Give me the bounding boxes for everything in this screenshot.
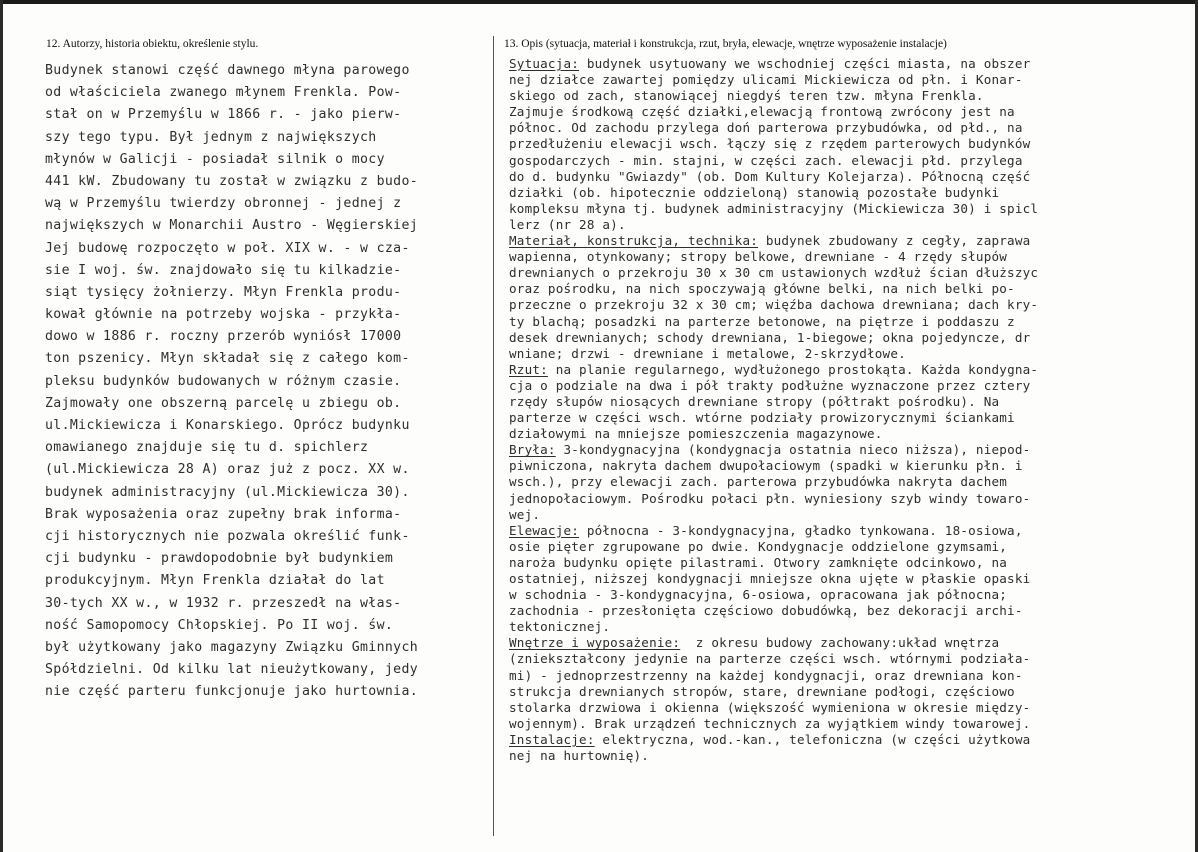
history-text-line: siąt tysięcy żołnierzy. Młyn Frenkla produ-	[45, 284, 402, 300]
heading-history: 12. Autorzy, historia obiektu, określenie stylu.	[46, 38, 259, 50]
column-divider	[493, 36, 494, 836]
section-label: Wnętrze i wyposażenie:	[509, 635, 681, 651]
heading-description: 13. Opis (sytuacja, materiał i konstrukcja, rzut, bryła, elewacje, wnętrze wyposażenie instalacje)	[504, 38, 947, 50]
description-text-line	[509, 651, 1197, 667]
description-text-line	[509, 201, 1197, 217]
section-text: mi) - jednoprzestrzenny na każdej kondygnacji, oraz drewniana kon-	[509, 667, 1023, 683]
history-text-line: ul.Mickiewicza i Konarskiego. Oprócz budynku	[45, 418, 410, 433]
section-text: działki (ob. hipotecznie oddzieloną) stanowią pozostałe budynki	[509, 184, 1000, 200]
section-text: na planie regularnego, wydłużonego prostokąta. Każda kondygna-	[547, 361, 1039, 377]
section-text: budynek zbudowany z cegły, zaprawa	[758, 233, 1031, 249]
section-text: parterze w części wsch. wtórne podziały prowizorycznymi ściankami	[509, 410, 1015, 426]
history-text-line: pleksu budynków budowanych w różnym czasie.	[45, 373, 402, 389]
section-text: ty blachą; posadzki na parterze betonowe, na piętrze i poddaszu z	[509, 313, 1015, 329]
description-text-line	[509, 88, 1197, 104]
description-text-line	[509, 410, 1197, 426]
section-text: przeczne o przekroju 32 x 30 cm; więźba dachowa drewniana; dach kry-	[509, 297, 1039, 313]
description-text-line	[509, 619, 1197, 635]
section-text: jednopołaciowym. Pośrodku połaci płn. wyniesiony szyb windy towaro-	[509, 490, 1031, 506]
history-text-line: Budynek stanowi część dawnego młyna parowego	[45, 63, 410, 78]
description-text-line	[509, 716, 1197, 732]
history-text-line: ność Samopomocy Chłopskiej. Po II woj. św.	[45, 617, 394, 633]
section-text: stolarka drzwiowa i okienna (większość wymieniona w okresie między-	[509, 699, 1031, 715]
section-text: oraz pośrodku, na nich spoczywają główne belki, na nich belki po-	[509, 281, 1015, 297]
history-text-line: był użytkowany jako magazyny Związku Gminnych	[45, 639, 419, 655]
history-text-line: 30-tych XX w., w 1932 r. przeszedł na włas-	[45, 595, 402, 611]
description-text-line	[509, 153, 1197, 169]
history-text-line: kował głównie na potrzeby wojska - przykła-	[45, 307, 402, 323]
description-text-line	[509, 458, 1197, 474]
section-text: przedłużeniu elewacji wsch. łączy się z rzędem parterowych budynków	[509, 136, 1031, 152]
section-text: północ. Od zachodu przylega doń parterowa przybudówka, od płd., na	[509, 120, 1023, 136]
description-text-line	[509, 120, 1197, 136]
section-text: z okresu budowy zachowany:układ wnętrza	[680, 635, 1000, 651]
section-text: rzędy słupów niosących drewniane stropy (półtrakt pośrodku). Na	[509, 393, 1000, 409]
description-text-column	[509, 56, 1197, 764]
history-text-line: 441 kW. Zbudowany tu został w związku z budo-	[45, 173, 419, 189]
description-text-line	[509, 330, 1197, 346]
description-text-line	[509, 362, 1197, 378]
history-text-line: nie część parteru funkcjonuje jako hurtownia.	[45, 684, 419, 700]
section-text: zachodnia - przesłonięta częściowo dobudówką, bez dekoracji archi-	[509, 603, 1023, 619]
description-text-line	[509, 587, 1197, 603]
description-text-line	[509, 281, 1197, 297]
description-text-line	[509, 265, 1197, 281]
section-text: Zajmuje środkową część działki,elewacją frontową zwrócony jest na	[509, 104, 1015, 120]
description-text-line	[509, 233, 1197, 249]
history-text-line: budynek administracyjny (ul.Mickiewicza 30).	[45, 484, 410, 500]
description-text-line	[509, 249, 1197, 265]
section-text: kompleksu młyna tj. budynek administracyjny (Mickiewicza 30) i spicl	[509, 200, 1039, 216]
section-label: Elewacje:	[509, 522, 580, 538]
description-text-line	[509, 56, 1197, 72]
description-text-line	[509, 684, 1197, 700]
section-text: piwniczona, nakryta dachem dwupołaciowym (spadki w kierunku płn. i	[509, 458, 1023, 474]
section-text: nej na hurtownię).	[509, 748, 650, 764]
history-text-column	[45, 60, 490, 703]
section-text: północna - 3-kondygnacyjna, gładko tynkowana. 18-osiowa,	[579, 522, 1023, 538]
history-text-line: stał on w Przemyślu w 1866 r. - jako pierw-	[45, 107, 402, 123]
section-text: wsch.), przy elewacji zach. parterowa przybudówka nakryta dachem	[509, 474, 1008, 490]
section-label: Instalacje:	[509, 731, 595, 747]
section-label: Materiał, konstrukcja, technika:	[509, 233, 759, 249]
history-text-line: Spółdzielni. Od kilku lat nieużytkowany, jedy	[45, 662, 419, 678]
history-text-line: Jej budowę rozpoczęto w poł. XIX w. - w cza-	[45, 240, 410, 256]
section-text: nej działce zawartej pomiędzy ulicami Mickiewicza od płn. i Konar-	[509, 72, 1023, 88]
description-text-line	[509, 523, 1197, 539]
section-text: naroża budynku opięte pilastrami. Otwory zamknięte odcinkowo, na	[509, 554, 1008, 570]
description-text-line	[509, 426, 1197, 442]
history-text-line: Brak wyposażenia oraz zupełny brak informa-	[45, 506, 402, 522]
scan-top-border	[0, 0, 1198, 4]
description-text-line	[509, 539, 1197, 555]
description-text-line	[509, 346, 1197, 362]
history-text-line: największych w Monarchii Austro - Węgierskiej	[45, 218, 419, 234]
description-text-line	[509, 378, 1197, 394]
section-text: do d. budynku "Gwiazdy" (ob. Dom Kultury Kolejarza). Północną część	[509, 168, 1031, 184]
section-text: wniane; drzwi - drewniane i metalowe, 2-skrzydłowe.	[509, 345, 906, 361]
description-text-line	[509, 72, 1197, 88]
section-text: lerz (nr 28 a).	[509, 216, 626, 232]
section-text: wej.	[509, 506, 541, 522]
description-text-line	[509, 603, 1197, 619]
section-text: osie pięter zgrupowane po dwie. Kondygnacje oddzielone gzymsami,	[509, 538, 1008, 554]
history-text-line: wą w Przemyślu twierdzy obronnej - jednej z	[45, 196, 402, 212]
section-text: drewnianych o przekroju 30 x 30 cm ustawionych wzdłuż ścian dłuższyc	[509, 265, 1039, 281]
section-label: Bryła:	[509, 442, 556, 458]
description-text-line	[509, 185, 1197, 201]
history-text-line: dowo w 1886 r. roczny przerób wyniósł 17000	[45, 329, 402, 345]
section-text: tektonicznej.	[509, 619, 611, 635]
scan-left-border	[0, 0, 3, 852]
description-text-line	[509, 700, 1197, 716]
history-text-line: omawianego znajduje się tu d. spichlerz	[45, 440, 369, 456]
description-text-line	[509, 555, 1197, 571]
section-text: strukcja drewnianych stropów, stare, drewniane podłogi, częściowo	[509, 683, 1015, 699]
description-text-line	[509, 474, 1197, 490]
section-text: (zniekształcony jedynie na parterze części wsch. wtórnymi podziała-	[509, 651, 1031, 667]
section-text: gospodarczych - min. stajni, w części zach. elewacji płd. przylega	[509, 152, 1023, 168]
section-text: wapienna, otynkowany; stropy belkowe, drewniane - 4 rzędy słupów	[509, 249, 1008, 265]
section-label: Rzut:	[509, 361, 548, 377]
description-text-line	[509, 394, 1197, 410]
history-text-line: szy tego typu. Był jednym z największych	[45, 129, 377, 145]
history-text-line: Zajmowały one obszerną parcelę u zbiegu ob.	[45, 395, 402, 411]
description-text-line	[509, 136, 1197, 152]
description-text-line	[509, 491, 1197, 507]
description-text-line	[509, 635, 1197, 651]
description-text-line	[509, 442, 1197, 458]
description-text-line	[509, 314, 1197, 330]
description-text-line	[509, 104, 1197, 120]
history-text-line: młynów w Galicji - posiadał silnik o mocy	[45, 151, 385, 167]
section-text: desek drewnianych; schody drewniana, 1-biegowe; okna pojedyncze, dr	[509, 329, 1031, 345]
history-text-line: sie I woj. św. znajdowało się tu kilkadzie-	[45, 262, 402, 278]
section-label: Sytuacja:	[509, 56, 580, 71]
description-text-line	[509, 748, 1197, 764]
section-text: 3-kondygnacyjna (kondygnacja ostatnia nieco niższa), niepod-	[555, 442, 1031, 458]
history-text-line: cji historycznych nie pozwala określić funk-	[45, 528, 410, 544]
section-text: ostatniej, niższej kondygnacji mniejsze okna ujęte w płaskie opaski	[509, 571, 1031, 586]
history-text-line: od właściciela zwanego młynem Frenkla. Pow-	[45, 85, 402, 101]
section-text: budynek usytuowany we wschodniej części miasta, na obszer	[579, 56, 1031, 71]
description-text-line	[509, 297, 1197, 313]
history-text-line: cji budynku - prawdopodobnie był budynkiem	[45, 551, 394, 567]
section-text: działowymi na mniejsze pomieszczenia magazynowe.	[509, 426, 883, 442]
description-text-line	[509, 571, 1197, 587]
section-text: elektryczna, wod.-kan., telefoniczna (w części użytkowa	[594, 731, 1031, 747]
section-text: skiego od zach, stanowiącej niegdyś teren tzw. młyna Frenkla.	[509, 88, 984, 104]
description-text-line	[509, 169, 1197, 185]
description-text-line	[509, 507, 1197, 523]
section-text: w schodnia - 3-kondygnacyjna, 6-osiowa, opracowana jak północna;	[509, 587, 1008, 603]
description-text-line	[509, 668, 1197, 684]
section-text: wojennym). Brak urządzeń technicznych za wyjątkiem windy towarowej.	[509, 715, 1031, 731]
section-text: cja o podziale na dwa i pół trakty podłużne wyznaczone przez cztery	[509, 377, 1031, 393]
history-text-line: produkcyjnym. Młyn Frenkla działał do lat	[45, 573, 385, 589]
description-text-line	[509, 217, 1197, 233]
history-text-line: (ul.Mickiewicza 28 A) oraz już z pocz. XX w.	[45, 462, 410, 478]
history-text-line: ton pszenicy. Młyn składał się z całego kom-	[45, 351, 410, 367]
description-text-line	[509, 732, 1197, 748]
